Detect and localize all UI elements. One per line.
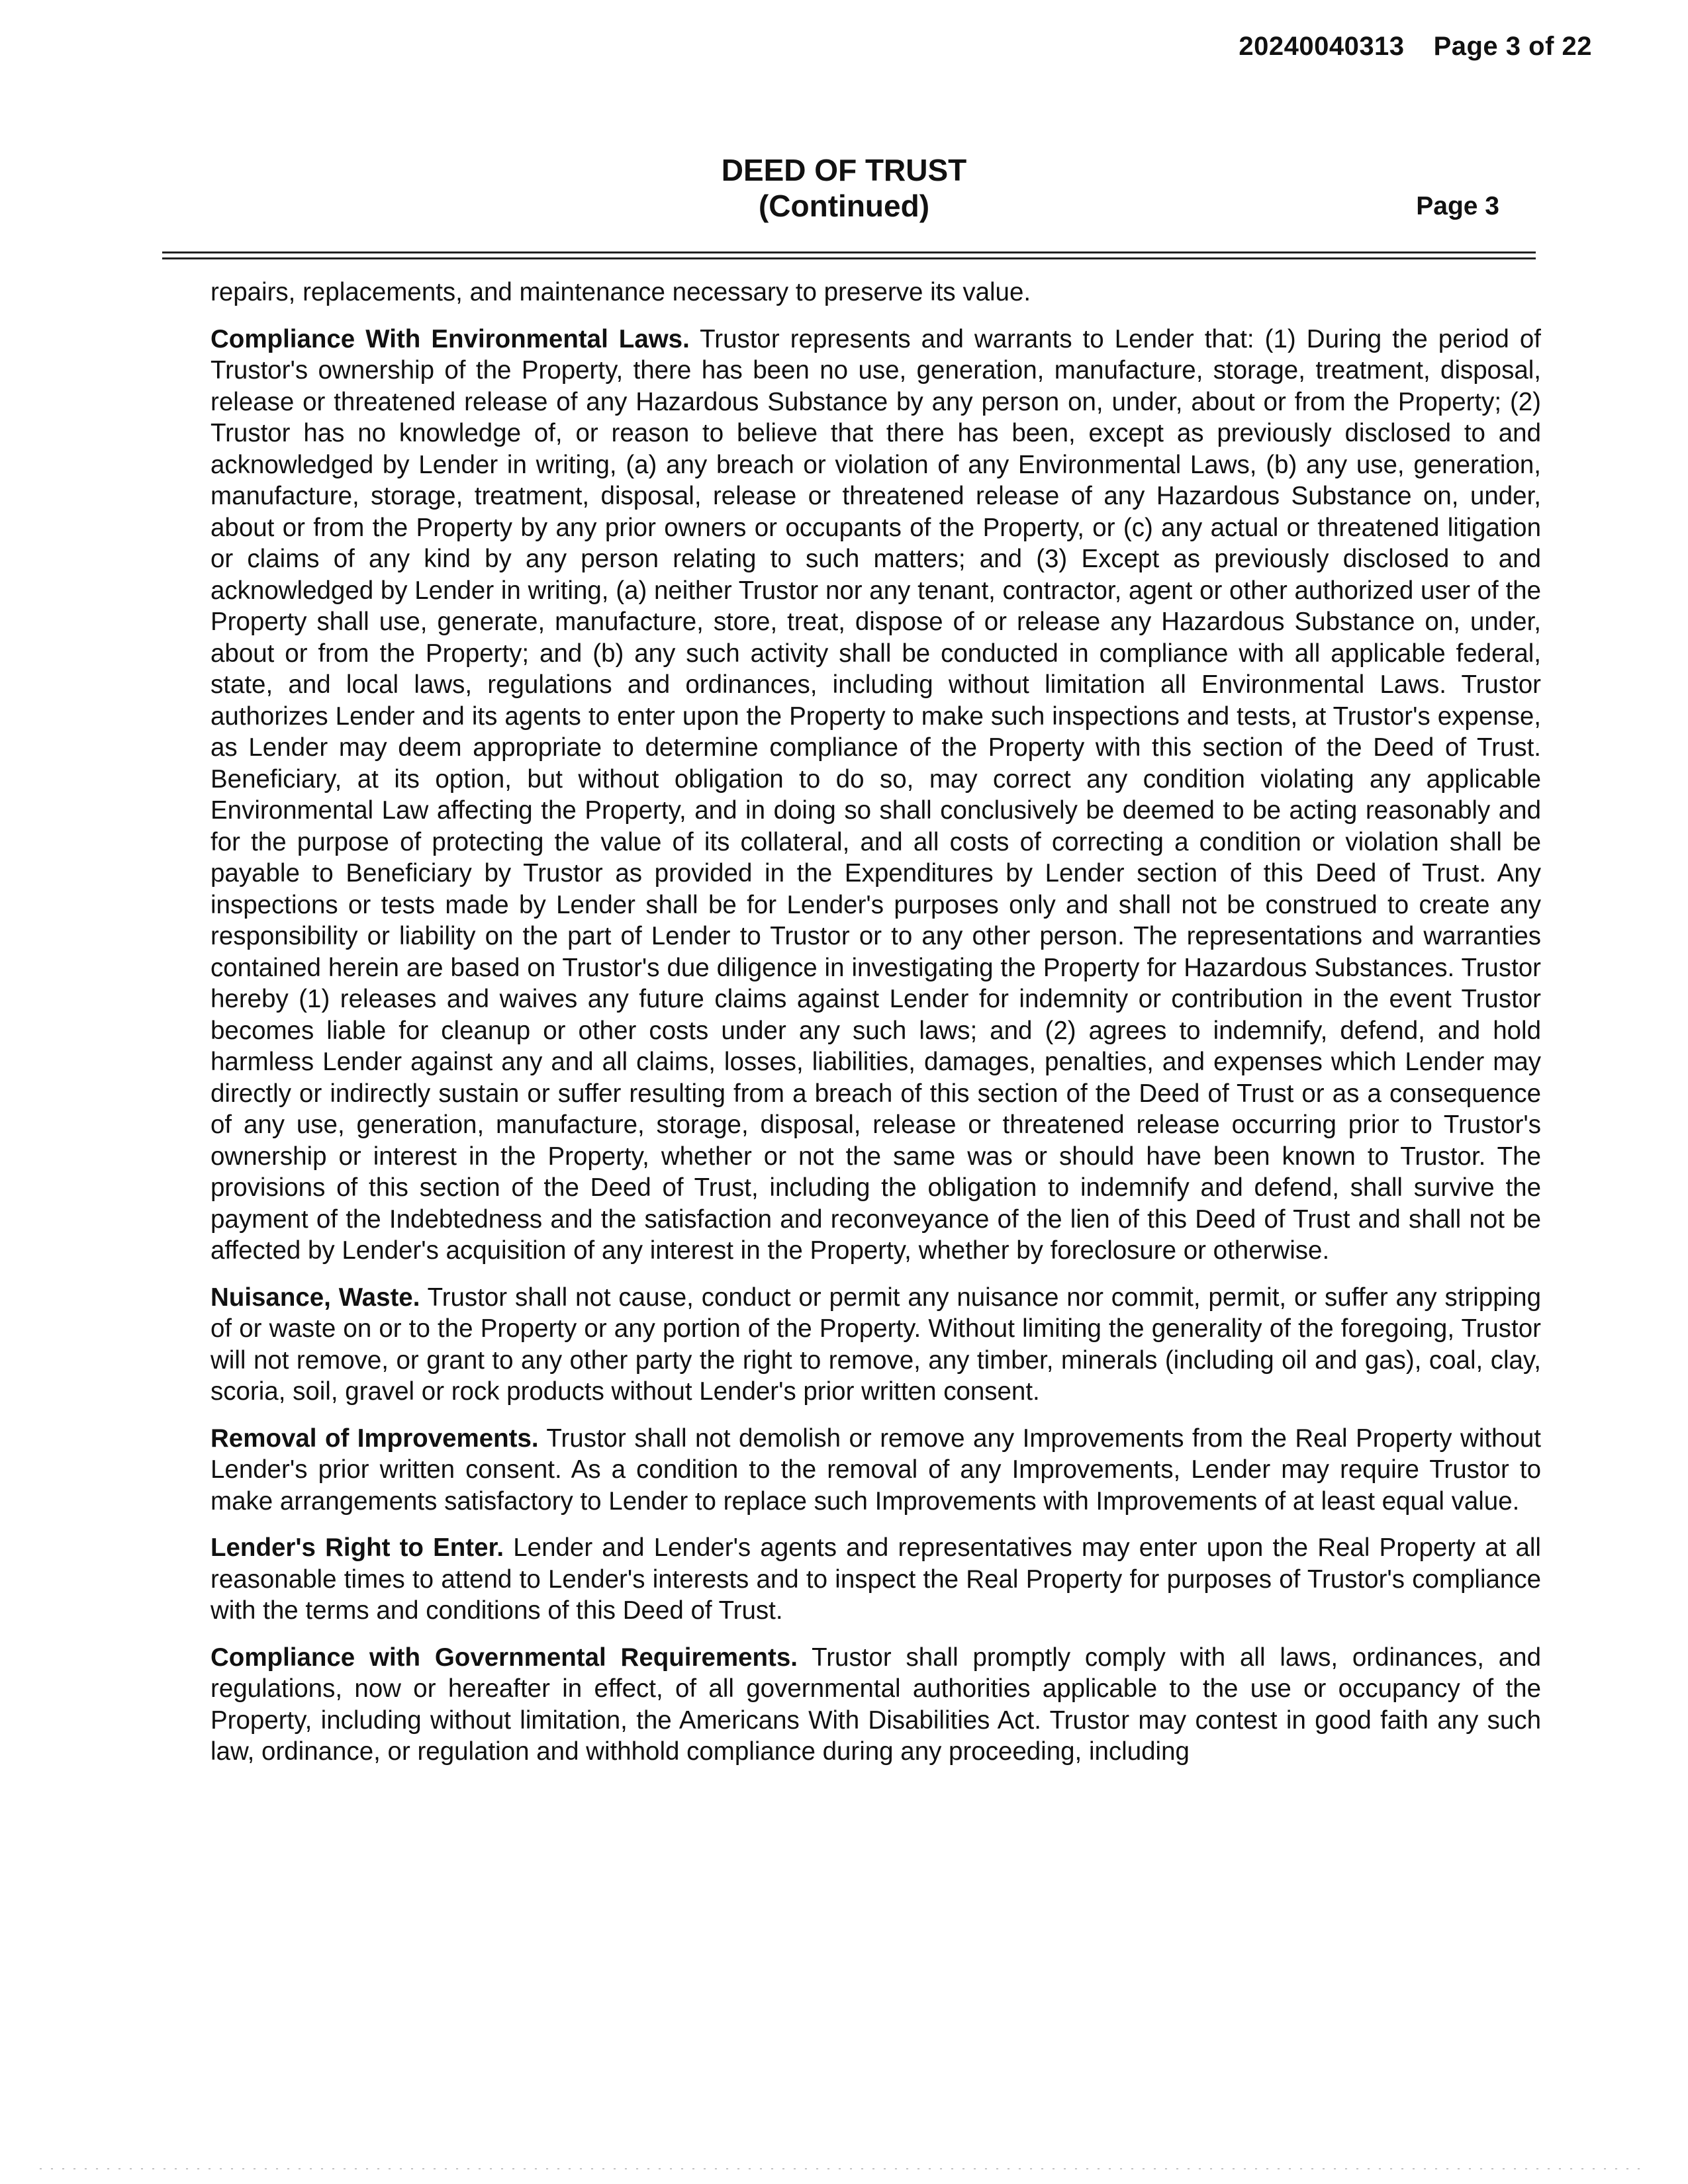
document-body	[211, 277, 1541, 1783]
paragraph-governmental-requirements	[211, 1642, 1541, 1768]
page-label: Page 3	[1416, 192, 1499, 220]
paragraph-text: repairs, replacements, and maintenance necessary to preserve its value.	[211, 278, 1031, 306]
paragraph-heading: Compliance With Environmental Laws.	[211, 324, 690, 353]
document-subtitle: (Continued)	[758, 189, 930, 223]
paragraph-text: Trustor shall not demolish or remove any Improvements from the Real Property without Lender's prior written consent. As a condition to the removal of any Improvements, Lender may require Trustor to make arrangements satisfactory to Lender to replace such Improvements with Improvements of at least equal value.	[211, 1424, 1541, 1516]
paragraph-heading: Lender's Right to Enter.	[211, 1533, 504, 1562]
scan-edge-artifact	[40, 2168, 1648, 2169]
paragraph-heading: Compliance with Governmental Requirements.	[211, 1643, 798, 1672]
recording-number: 20240040313	[1239, 32, 1405, 61]
document-title: DEED OF TRUST	[721, 153, 967, 187]
header-rule-bottom	[162, 257, 1536, 259]
paragraph-lenders-right-to-enter	[211, 1532, 1541, 1627]
paragraph-nuisance-waste	[211, 1282, 1541, 1408]
recording-number-header	[1239, 32, 1592, 62]
paragraph-heading: Removal of Improvements.	[211, 1424, 539, 1453]
paragraph-continuation	[211, 277, 1541, 308]
paragraph-text: Trustor shall promptly comply with all laws, ordinances, and regulations, now or hereafter in effect, of all governmental authorities applicable to the use or occupancy of the Property, including without limitation, the Americans With Disabilities Act. Trustor may contest in good faith any such law, ordinance, or regulation and withhold compliance during any proceeding, including	[211, 1643, 1541, 1766]
paragraph-text: Trustor shall not cause, conduct or permit any nuisance nor commit, permit, or suffer any stripping of or waste on or to the Property or any portion of the Property. Without limiting the generality of the foregoing, Trustor will not remove, or grant to any other party the right to remove, any timber, minerals (including oil and gas), coal, clay, scoria, soil, gravel or rock products without Lender's prior written consent.	[211, 1283, 1541, 1406]
paragraph-removal-of-improvements	[211, 1423, 1541, 1518]
paragraph-heading: Nuisance, Waste.	[211, 1283, 420, 1312]
header-rule-top	[162, 251, 1536, 253]
page-of-total: Page 3 of 22	[1433, 32, 1592, 61]
paragraph-text: Trustor represents and warrants to Lender that: (1) During the period of Trustor's ownership of the Property, there has been no use, generation, manufacture, storage, treatment, disposal, release or threatened release of any Hazardous Substance by any person on, under, about or from the Property; (2) Trustor has no knowledge of, or reason to believe that there has been, except as previously disclosed to and acknowledged by Lender in writing, (a) any breach or violation of any Environmental Laws, (b) any use, generation, manufacture, storage, treatment, disposal, release or threatened release of any Hazardous Substance on, under, about or from the Property by any prior owners or occupants of the Property, or (c) any actual or threatened litigation or claims of any kind by any person relating to such matters; and (3) Except as previously disclosed to and acknowledged by Lender in writing, (a) neither Trustor nor any tenant, contractor, agent or other authorized user of the Property shall use, generate, manufacture, store, treat, dispose of or release any Hazardous Substance on, under, about or from the Property; and (b) any such activity shall be conducted in compliance with all applicable federal, state, and local laws, regulations and ordinances, including without limitation all Environmental Laws. Trustor authorizes Lender and its agents to enter upon the Property to make such inspections and tests, at Trustor's expense, as Lender may deem appropriate to determine compliance of the Property with this section of the Deed of Trust. Beneficiary, at its option, but without obligation to do so, may correct any condition violating any applicable Environmental Law affecting the Property, and in doing so shall conclusively be deemed to be acting reasonably and for the purpose of protecting the value of its collateral, and all costs of correcting a condition or violation shall be payable to Beneficiary by Trustor as provided in the Expenditures by Lender section of this Deed of Trust. Any inspections or tests made by Lender shall be for Lender's purposes only and shall not be construed to create any responsibility or liability on the part of Lender to Trustor or to any other person. The representations and warranties contained herein are based on Trustor's due diligence in investigating the Property for Hazardous Substances. Trustor hereby (1) releases and waives any future claims against Lender for indemnity or contribution in the event Trustor becomes liable for cleanup or other costs under any such laws; and (2) agrees to indemnify, defend, and hold harmless Lender against any and all claims, losses, liabilities, damages, penalties, and expenses which Lender may directly or indirectly sustain or suffer resulting from a breach of this section of the Deed of Trust or as a consequence of any use, generation, manufacture, storage, disposal, release or threatened release occurring prior to Trustor's ownership or interest in the Property, whether or not the same was or should have been known to Trustor. The provisions of this section of the Deed of Trust, including the obligation to indemnify and defend, shall survive the payment of the Indebtedness and the satisfaction and reconveyance of the lien of this Deed of Trust and shall not be affected by Lender's acquisition of any interest in the Property, whether by foreclosure or otherwise.	[211, 324, 1541, 1265]
paragraph-environmental-laws	[211, 324, 1541, 1267]
paragraph-text: Lender and Lender's agents and representatives may enter upon the Real Property at all reasonable times to attend to Lender's interests and to inspect the Real Property for purposes of Trustor's compliance with the terms and conditions of this Deed of Trust.	[211, 1533, 1541, 1625]
